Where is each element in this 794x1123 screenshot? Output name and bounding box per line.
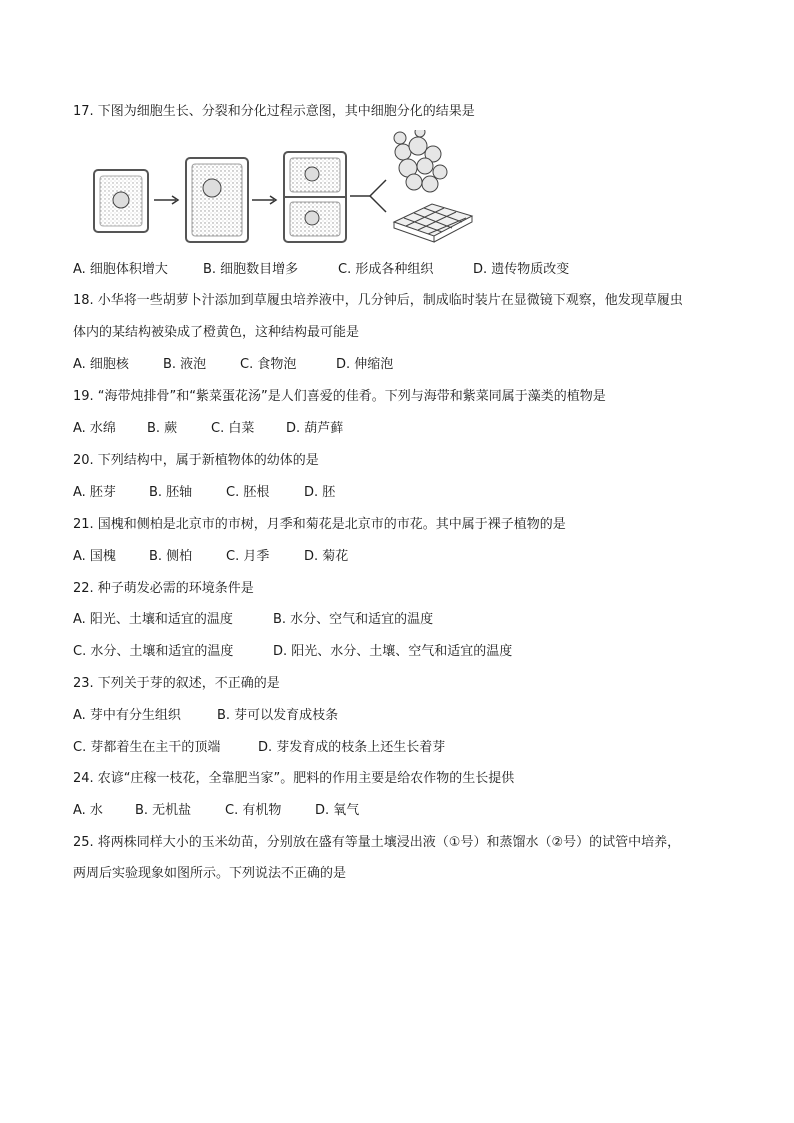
question-24-options [73, 801, 359, 821]
question-22-stem: 22. 种子萌发必需的环境条件是 [73, 581, 254, 596]
option-d[interactable]: D. 葫芦藓 [286, 421, 344, 436]
question-22-options-row-2 [73, 642, 512, 662]
option-a[interactable]: A. 细胞核 [73, 357, 129, 372]
question-23-options-row-2 [73, 738, 445, 758]
option-a[interactable]: A. 国槐 [73, 549, 116, 564]
option-b[interactable]: B. 无机盐 [135, 803, 192, 818]
option-a[interactable]: A. 胚芽 [73, 485, 116, 500]
cell-grown-icon [186, 158, 248, 242]
option-b[interactable]: B. 蕨 [147, 421, 178, 436]
cell-small-icon [94, 170, 148, 232]
question-20-options [73, 483, 335, 503]
option-c[interactable]: C. 水分、土壤和适宜的温度 [73, 644, 234, 659]
option-c[interactable]: C. 芽都着生在主干的顶端 [73, 740, 221, 755]
option-d[interactable]: D. 胚 [304, 485, 336, 500]
cell-divided-icon [284, 152, 346, 242]
option-d[interactable]: D. 阳光、水分、土壤、空气和适宜的温度 [273, 644, 513, 659]
question-21-options [73, 547, 348, 567]
option-a[interactable]: A. 水 [73, 803, 103, 818]
option-d[interactable]: D. 菊花 [304, 549, 349, 564]
question-17-options [73, 260, 569, 280]
tissue-cluster-icon [394, 130, 447, 192]
option-c[interactable]: C. 白菜 [211, 421, 255, 436]
option-c[interactable]: C. 形成各种组织 [338, 262, 434, 277]
question-18-stem-line-1: 18. 小华将一些胡萝卜汁添加到草履虫培养液中，几分钟后，制成临时装片在显微镜下观察，他发现草履虫 [73, 293, 683, 308]
option-d[interactable]: D. 芽发育成的枝条上还生长着芽 [258, 740, 446, 755]
option-b[interactable]: B. 芽可以发育成枝条 [217, 708, 339, 723]
question-23-stem: 23. 下列关于芽的叙述，不正确的是 [73, 676, 280, 691]
question-17-stem: 17. 下图为细胞生长、分裂和分化过程示意图，其中细胞分化的结果是 [73, 104, 475, 119]
question-20-stem: 20. 下列结构中，属于新植物体的幼体的是 [73, 453, 319, 468]
question-19-stem: 19. “海带炖排骨”和“紫菜蛋花汤”是人们喜爱的佳肴。下列与海带和紫菜同属于藻类的植物是 [73, 389, 606, 404]
option-b[interactable]: B. 水分、空气和适宜的温度 [273, 612, 434, 627]
question-22-options-row-1 [73, 610, 433, 630]
option-b[interactable]: B. 液泡 [163, 357, 207, 372]
question-18-options [73, 355, 393, 375]
option-a[interactable]: A. 细胞体积增大 [73, 262, 168, 277]
option-d[interactable]: D. 遗传物质改变 [473, 262, 570, 277]
option-a[interactable]: A. 水绵 [73, 421, 116, 436]
option-b[interactable]: B. 细胞数目增多 [203, 262, 299, 277]
option-d[interactable]: D. 氧气 [315, 803, 360, 818]
option-c[interactable]: C. 胚根 [226, 485, 270, 500]
question-23-options-row-1 [73, 706, 338, 726]
question-18-stem-line-2: 体内的某结构被染成了橙黄色，这种结构最可能是 [73, 325, 360, 340]
question-25-stem-line-1: 25. 将两株同样大小的玉米幼苗，分别放在盛有等量土壤浸出液（①号）和蒸馏水（②号）的试管中培养， [73, 835, 681, 850]
question-24-stem: 24. 农谚“庄稼一枝花，全靠肥当家”。肥料的作用主要是给农作物的生长提供 [73, 771, 515, 786]
question-25-stem-line-2: 两周后实验现象如图所示。下列说法不正确的是 [73, 866, 347, 881]
tissue-sheet-icon [394, 204, 472, 242]
option-c[interactable]: C. 月季 [226, 549, 270, 564]
option-d[interactable]: D. 伸缩泡 [336, 357, 394, 372]
option-b[interactable]: B. 侧柏 [149, 549, 193, 564]
question-19-options [73, 419, 343, 439]
question-21-stem: 21. 国槐和侧柏是北京市的市树，月季和菊花是北京市的市花。其中属于裸子植物的是 [73, 517, 566, 532]
cell-process-figure [88, 130, 478, 250]
option-b[interactable]: B. 胚轴 [149, 485, 193, 500]
option-a[interactable]: A. 芽中有分生组织 [73, 708, 181, 723]
option-c[interactable]: C. 有机物 [225, 803, 282, 818]
option-c[interactable]: C. 食物泡 [240, 357, 297, 372]
option-a[interactable]: A. 阳光、土壤和适宜的温度 [73, 612, 233, 627]
